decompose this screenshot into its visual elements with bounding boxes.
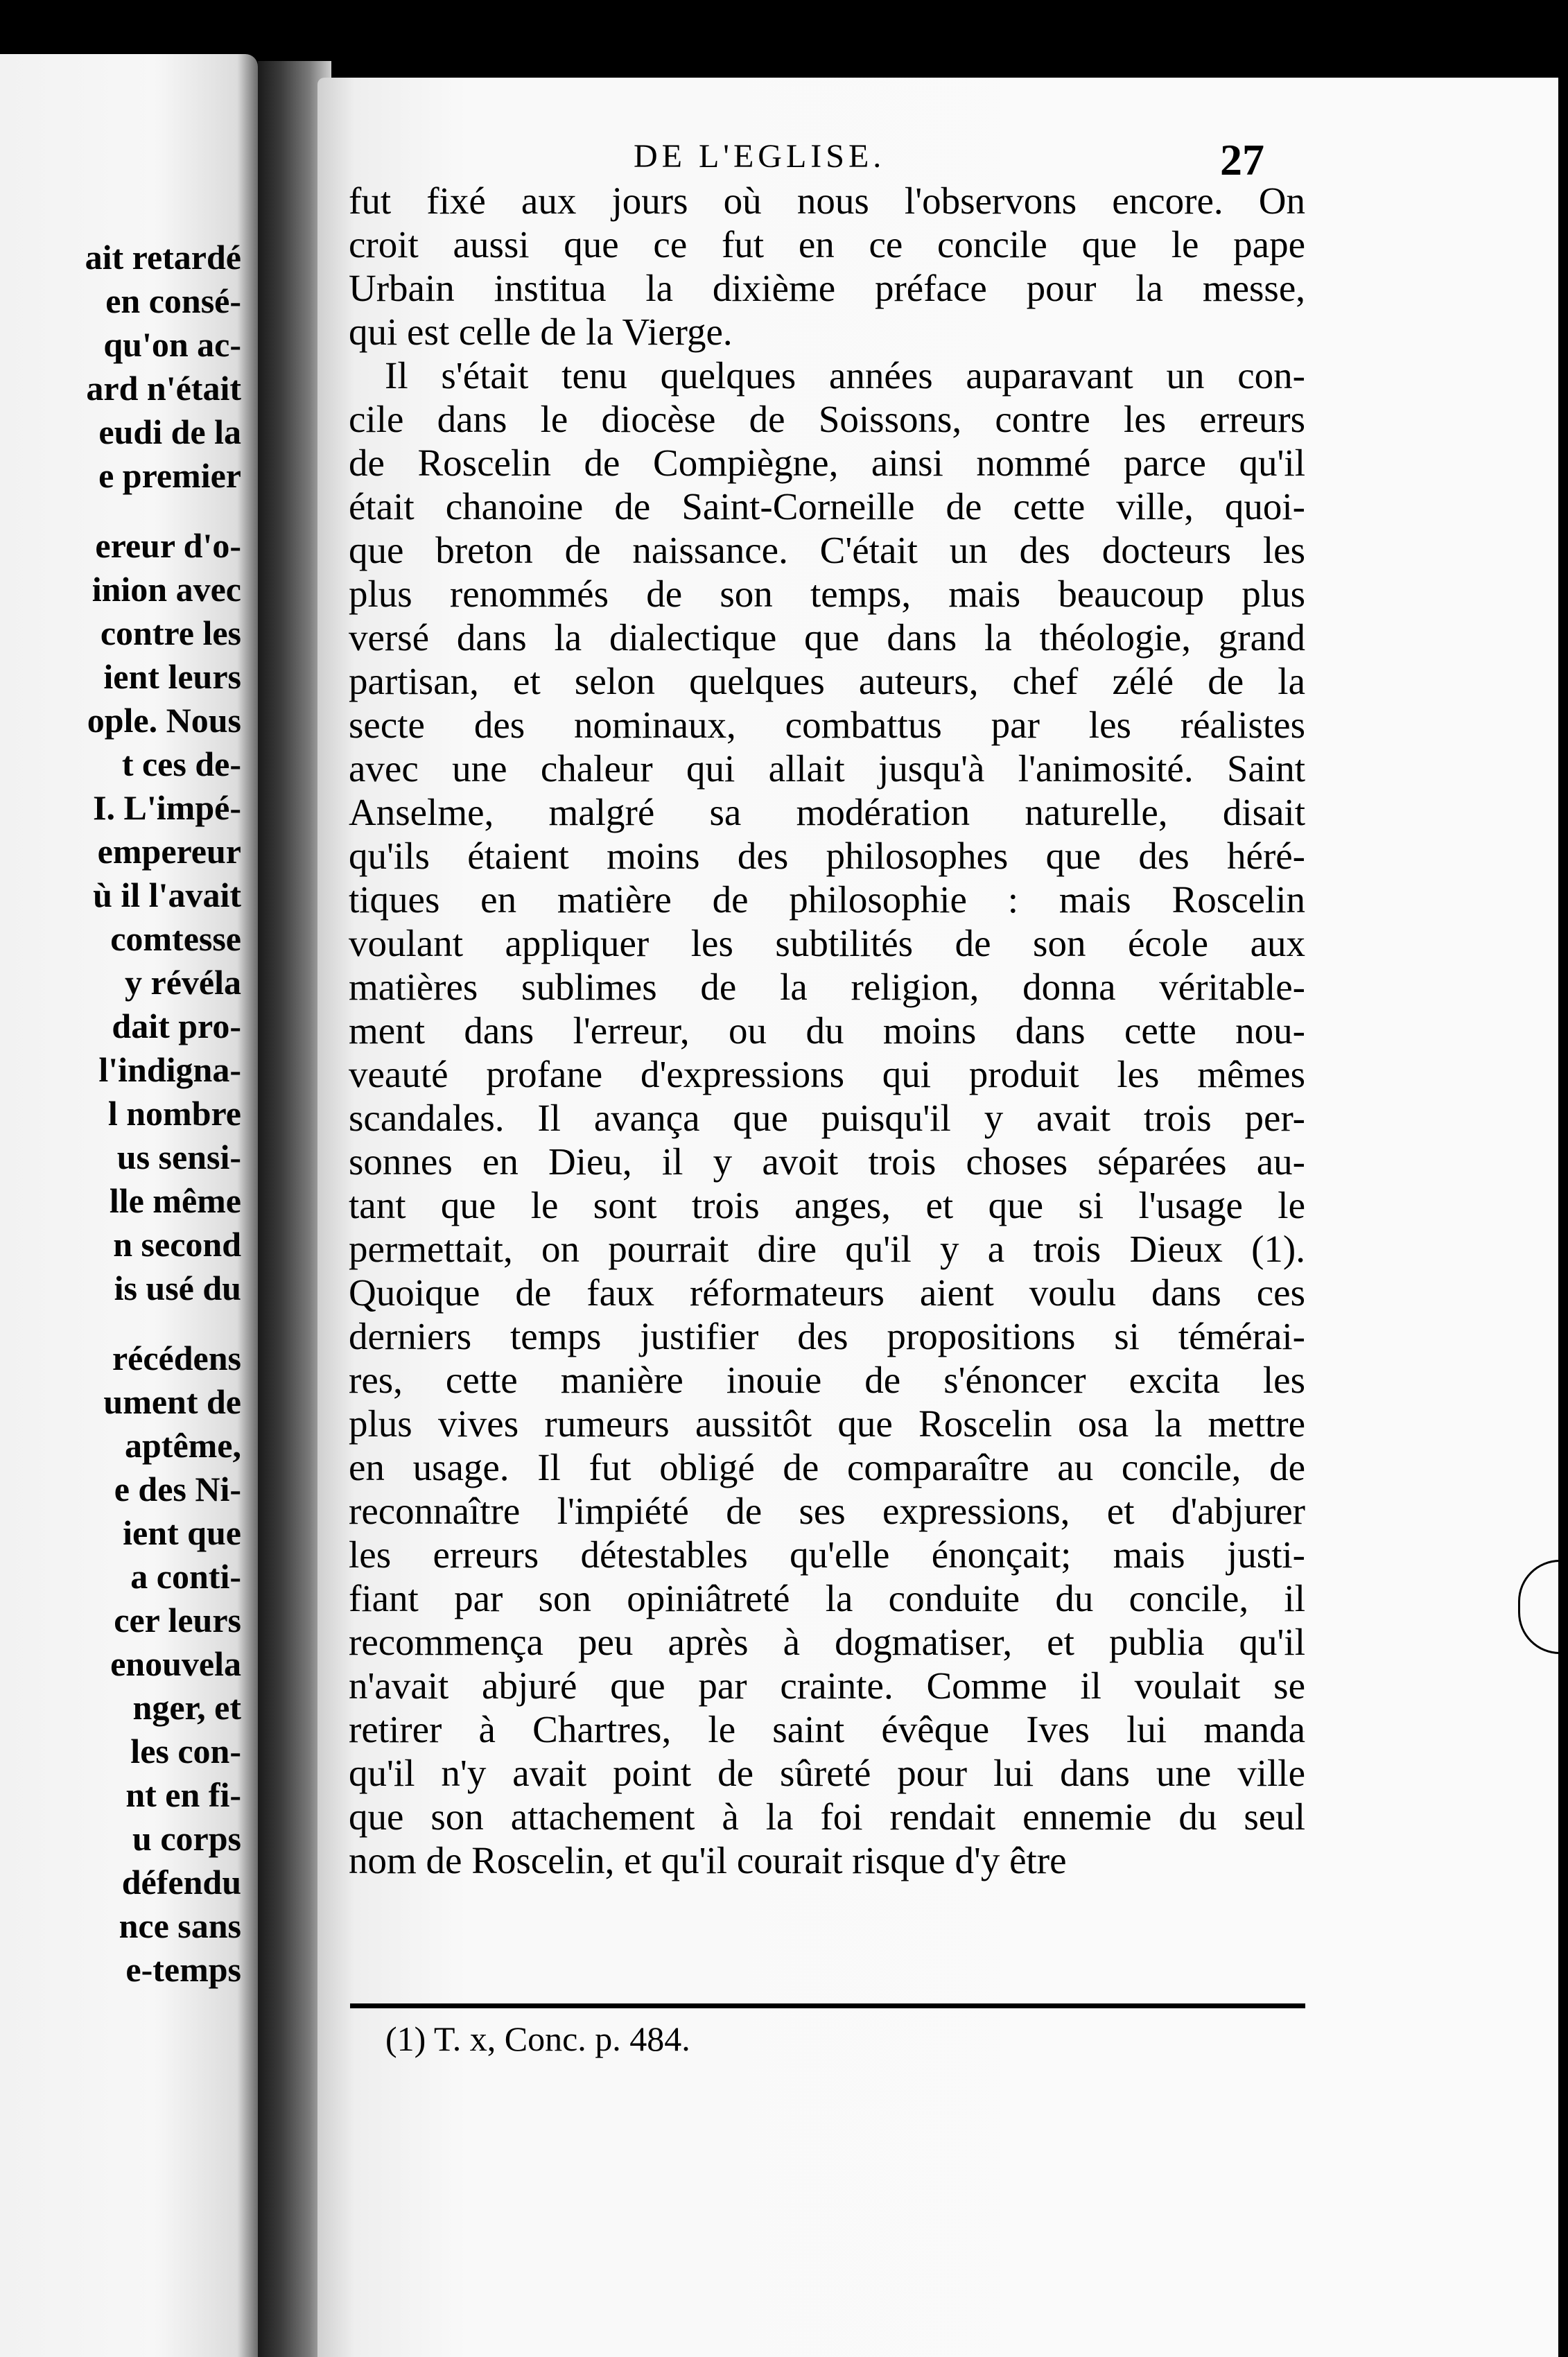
left-page-gap [85, 498, 241, 524]
left-page-line: ù il l'avait [93, 876, 241, 914]
left-page-line: ait retardé [85, 238, 241, 277]
body-line: que son attachement à la foi rendait ennemie du seul [349, 1795, 1305, 1838]
body-line: Urbain institua la dixième préface pour la messe, [349, 267, 1305, 309]
body-line: voulant appliquer les subtilités de son école aux [349, 922, 1305, 964]
left-page-line: ient que [123, 1513, 241, 1552]
body-line: matières sublimes de la religion, donna véritable- [349, 966, 1305, 1008]
footnote-rule [350, 2003, 1305, 2008]
body-line: plus renommés de son temps, mais beaucoup plus [349, 573, 1305, 615]
body-line: tiques en matière de philosophie : mais Roscelin [349, 878, 1305, 921]
body-line: tant que le sont trois anges, et que si l'usage le [349, 1184, 1305, 1226]
body-line: Quoique de faux réformateurs aient voulu dans ces [349, 1271, 1305, 1314]
left-page-line: y révéla [125, 963, 241, 1002]
page-number: 27 [1220, 135, 1264, 184]
body-line: plus vives rumeurs aussitôt que Roscelin osa la mettre [349, 1402, 1305, 1445]
left-page-line: ard n'était [86, 369, 241, 408]
body-line: qu'ils étaient moins des philosophes que des héré- [349, 835, 1305, 877]
body-line: sonnes en Dieu, il y avoit trois choses séparées au- [349, 1140, 1305, 1183]
left-page-line: en consé- [105, 281, 241, 320]
left-page-line: lle même [109, 1181, 241, 1220]
body-line: veauté profane d'expressions qui produit les mêmes [349, 1053, 1305, 1095]
body-line: avec une chaleur qui allait jusqu'à l'animosité. Saint [349, 747, 1305, 790]
left-page-line: inion avec [92, 570, 241, 609]
left-page-line: u corps [132, 1819, 241, 1858]
body-line: permettait, on pourrait dire qu'il y a trois Dieux (1). [349, 1228, 1305, 1270]
left-page-line: I. L'impé- [93, 788, 241, 827]
left-facing-page [0, 54, 258, 2357]
body-line: n'avait abjuré que par crainte. Comme il voulait se [349, 1664, 1305, 1707]
body-line: Anselme, malgré sa modération naturelle, disait [349, 791, 1305, 833]
left-page-line: qu'on ac- [103, 325, 241, 364]
body-line: en usage. Il fut obligé de comparaître au concile, de [349, 1446, 1305, 1488]
body-line: recommença peu après à dogmatiser, et publia qu'il [349, 1621, 1305, 1663]
left-page-line: dait pro- [112, 1007, 241, 1045]
body-line: cile dans le diocèse de Soissons, contre les erreurs [349, 398, 1305, 440]
body-line: partisan, et selon quelques auteurs, chef zélé de la [349, 660, 1305, 702]
left-page-gap [85, 1310, 241, 1337]
left-page-line: récédens [112, 1339, 241, 1377]
left-page-text [85, 236, 241, 1992]
body-line: que breton de naissance. C'était un des docteurs les [349, 529, 1305, 571]
body-line: nom de Roscelin, et qu'il courait risque d'y être [349, 1839, 1067, 1881]
body-line: fut fixé aux jours où nous l'observons encore. On [349, 180, 1305, 222]
left-page-line: n second [113, 1225, 241, 1264]
body-line: était chanoine de Saint-Corneille de cette ville, quoi- [349, 485, 1305, 528]
left-page-line: ereur d'o- [95, 526, 241, 565]
body-line: scandales. Il avança que puisqu'il y avait trois per- [349, 1097, 1305, 1139]
left-page-line: ople. Nous [87, 701, 241, 740]
left-page-line: e premier [98, 456, 241, 495]
left-page-line: ient leurs [103, 657, 241, 696]
body-line: secte des nominaux, combattus par les réalistes [349, 704, 1305, 746]
left-page-line: is usé du [114, 1269, 241, 1307]
left-page-line: comtesse [110, 919, 241, 958]
footnote: (1) T. x, Conc. p. 484. [385, 2019, 690, 2058]
body-line: reconnaître l'impiété de ses expressions, et d'abjurer [349, 1490, 1305, 1532]
left-page-line: enouvela [110, 1644, 241, 1683]
body-line: qu'il n'y avait point de sûreté pour lui dans une ville [349, 1752, 1305, 1794]
left-page-line: contre les [100, 614, 241, 652]
left-page-line: l'indigna- [98, 1050, 241, 1089]
running-head: DE L'EGLISE. [634, 138, 886, 175]
left-page-line: eudi de la [98, 412, 241, 451]
left-page-line: e des Ni- [114, 1470, 241, 1508]
left-page-line: défendu [121, 1863, 241, 1902]
body-line: les erreurs détestables qu'elle énonçait; mais justi- [349, 1533, 1305, 1576]
left-page-line: cer leurs [114, 1601, 241, 1640]
body-line: de Roscelin de Compiègne, ainsi nommé parce qu'il [349, 442, 1305, 484]
left-page-line: nger, et [132, 1688, 241, 1727]
body-line: croit aussi que ce fut en ce concile que le pape [349, 223, 1305, 266]
left-page-line: l nombre [107, 1094, 241, 1133]
left-page-line: ument de [103, 1382, 241, 1421]
left-page-line: nt en fi- [125, 1775, 241, 1814]
body-line: Il s'était tenu quelques années auparavant un con- [385, 354, 1305, 397]
left-page-line: e-temps [125, 1950, 241, 1989]
left-page-line: empereur [97, 832, 241, 871]
left-page-line: us sensi- [116, 1138, 241, 1176]
body-line: res, cette manière inouie de s'énoncer excita les [349, 1359, 1305, 1401]
left-page-line: les con- [130, 1732, 241, 1771]
body-line: ment dans l'erreur, ou du moins dans cette nou- [349, 1009, 1305, 1052]
left-page-line: aptême, [125, 1426, 241, 1465]
left-page-line: a conti- [130, 1557, 241, 1596]
left-page-line: t ces de- [121, 745, 241, 783]
body-line: versé dans la dialectique que dans la théologie, grand [349, 616, 1305, 659]
body-line: qui est celle de la Vierge. [349, 311, 733, 353]
body-line: retirer à Chartres, le saint évêque Ives lui manda [349, 1708, 1305, 1750]
body-text [349, 179, 1305, 1882]
body-line: fiant par son opiniâtreté la conduite du concile, il [349, 1577, 1305, 1619]
left-page-line: nce sans [119, 1906, 241, 1945]
body-line: derniers temps justifier des propositions si témérai- [349, 1315, 1305, 1357]
